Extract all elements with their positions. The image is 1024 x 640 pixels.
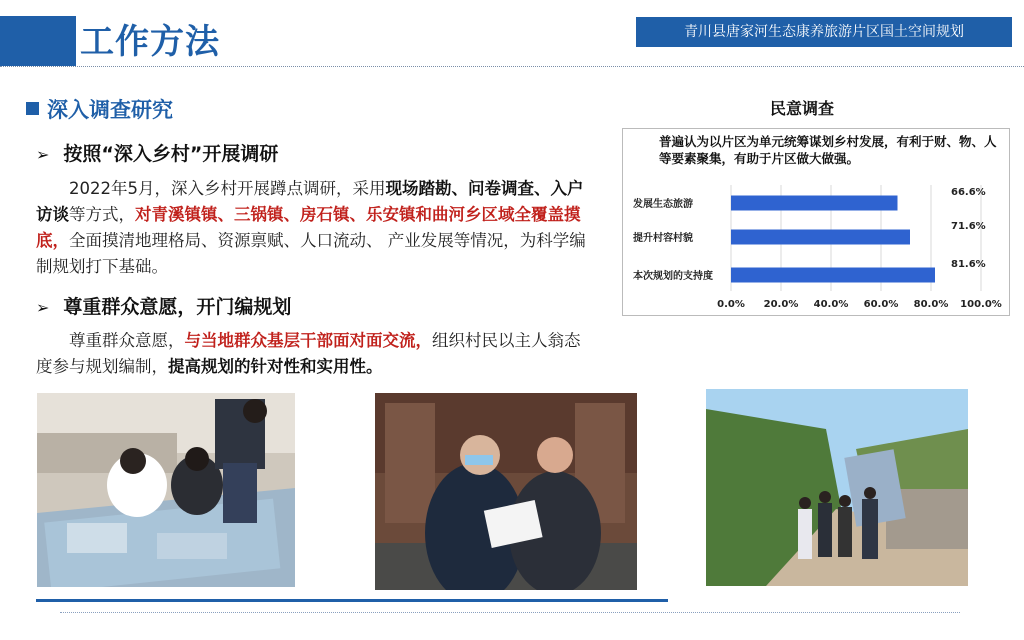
photo-field-road xyxy=(706,389,968,586)
survey-chart-panel xyxy=(622,128,1010,316)
chart-value-label: 81.6% xyxy=(951,259,986,270)
footer-dots xyxy=(60,612,960,613)
chart-x-tick-label: 0.0% xyxy=(717,299,745,310)
chart-x-tick-label: 40.0% xyxy=(813,299,849,310)
page-title: 工作方法 xyxy=(80,22,220,62)
photo-map-study xyxy=(37,393,295,587)
chart-x-tick-label: 80.0% xyxy=(913,299,949,310)
header-divider xyxy=(0,66,1024,67)
chart-bar xyxy=(731,196,898,211)
chart-bar xyxy=(731,230,910,245)
chart-category-label: 发展生态旅游 xyxy=(633,199,693,210)
paragraph-2-bold: 提高规划的针对性和实用性。 xyxy=(168,357,383,376)
chart-category-label: 本次规划的支持度 xyxy=(633,271,713,282)
subheading-1-text: 按照“深入乡村”开展调研 xyxy=(63,143,279,165)
survey-caption: 普遍认为以片区为单元统筹谋划乡村发展，有利于财、物、人等要素聚集，有助于片区做大做强。 xyxy=(659,134,997,166)
chart-x-tick-label: 60.0% xyxy=(863,299,899,310)
subheading-2 xyxy=(36,292,291,319)
paragraph-1-part: 全面摸清地理格局、资源禀赋、人口流动、 产业发展等情况，为科学编制规划打下基础。 xyxy=(36,231,586,276)
paragraph-2-highlight: 与当地群众基层干部面对面交流， xyxy=(184,331,432,350)
photo-interview xyxy=(375,393,637,590)
paragraph-1-part: 等方式， xyxy=(69,205,135,224)
square-bullet-icon xyxy=(26,102,39,115)
chart-x-tick-label: 20.0% xyxy=(763,299,799,310)
paragraph-1-part: 2022年5月，深入乡村开展蹲点调研，采用 xyxy=(69,179,386,198)
subheading-1 xyxy=(36,139,278,166)
paragraph-1-bold: 现场踏勘、问卷调查、入户访谈 xyxy=(36,179,584,224)
chart-value-label: 66.6% xyxy=(951,187,986,198)
chart-bar xyxy=(731,268,935,283)
chart-category-label: 提升村容村貌 xyxy=(633,233,693,244)
project-banner: 青川县唐家河生态康养旅游片区国土空间规划 xyxy=(636,17,1012,47)
section-heading-text: 深入调查研究 xyxy=(47,98,173,122)
paragraph-2-part: 尊重群众意愿， xyxy=(69,331,185,350)
arrow-bullet-icon: ➢ xyxy=(36,298,50,317)
section-heading xyxy=(26,94,173,124)
subheading-2-text: 尊重群众意愿，开门编规划 xyxy=(63,296,292,318)
survey-title: 民意调查 xyxy=(770,99,835,118)
paragraph-2 xyxy=(36,328,596,380)
arrow-bullet-icon: ➢ xyxy=(36,145,50,164)
chart-value-label: 71.6% xyxy=(951,221,986,232)
paragraph-1-highlight: 对青溪镇镇、三锅镇、房石镇、乐安镇和曲河乡区域全覆盖摸底， xyxy=(36,205,581,250)
paragraph-1 xyxy=(36,176,596,280)
paragraph-2-part: 组织村民以主人翁态度参与规划编制， xyxy=(36,331,581,376)
footer-line xyxy=(36,599,668,602)
chart-x-tick-label: 100.0% xyxy=(960,299,1002,310)
header-accent-block xyxy=(0,16,76,66)
